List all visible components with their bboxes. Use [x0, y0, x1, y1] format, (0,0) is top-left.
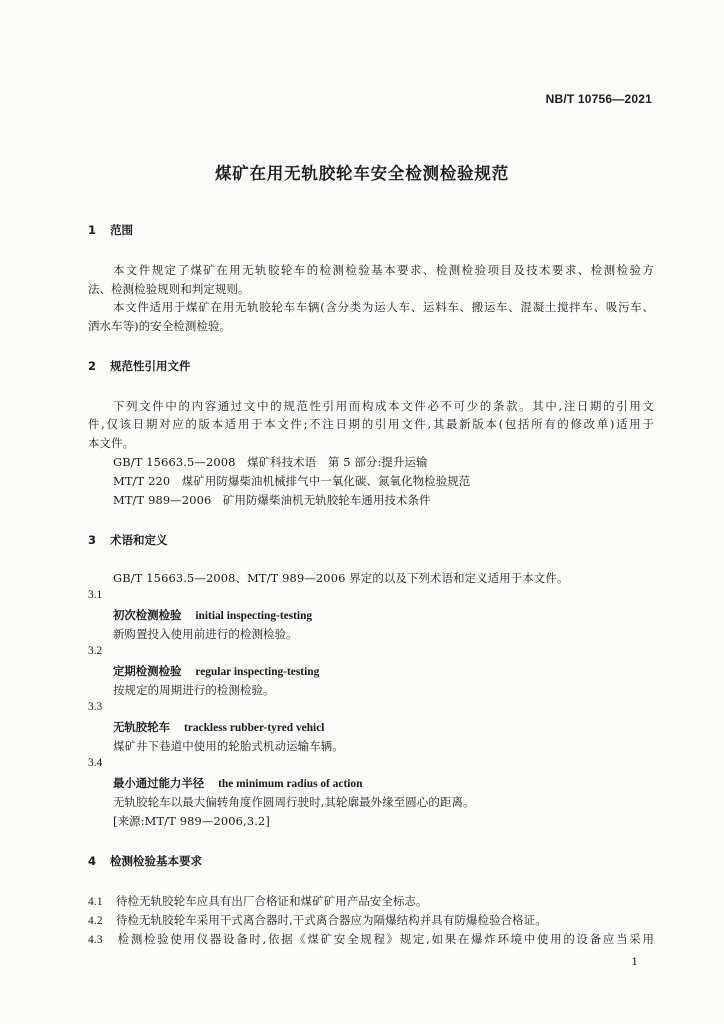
requirement-number: 4.1 — [88, 896, 103, 908]
term-definition: 煤矿井下巷道中使用的轮胎式机动运输车辆。 — [113, 739, 344, 753]
standard-code: NB/T 10756—2021 — [545, 92, 652, 106]
term-zh: 定期检测检验 — [113, 664, 182, 678]
term-source: [来源:MT/T 989—2006,3.2] — [113, 814, 270, 828]
section-title: 检测检验基本要求 — [110, 854, 202, 868]
page-number: 1 — [631, 956, 638, 968]
section-title: 术语和定义 — [110, 533, 168, 547]
scope-paragraph-2-line-2: 洒水车等)的安全检测检验。 — [88, 319, 232, 333]
requirement-item — [88, 931, 654, 947]
section-3-heading — [88, 532, 168, 548]
refs-paragraph-line-1: 下列文件中的内容通过文中的规范性引用而构成本文件必不可少的条款。其中,注日期的引用文 — [113, 399, 654, 413]
scope-paragraph-1-line-1: 本文件规定了煤矿在用无轨胶轮车的检测检验基本要求、检测检验项目及技术要求、检测检验方 — [113, 263, 654, 277]
requirement-number: 4.2 — [88, 915, 103, 927]
section-number: 1 — [88, 223, 97, 237]
requirement-number: 4.3 — [88, 934, 103, 946]
reference-item: GB/T 15663.5—2008 煤矿科技术语 第 5 部分:提升运输 — [113, 455, 428, 469]
reference-item: MT/T 989—2006 矿用防爆柴油机无轨胶轮车通用技术条件 — [113, 493, 431, 507]
requirement-item — [88, 893, 428, 909]
term-en: the minimum radius of action — [218, 778, 363, 790]
term-title — [113, 719, 324, 735]
term-title — [113, 775, 362, 791]
section-1-heading — [88, 222, 133, 238]
requirement-item — [88, 912, 547, 928]
term-number: 3.4 — [88, 757, 103, 769]
section-title: 范围 — [110, 223, 133, 237]
document-title: 煤矿在用无轨胶轮车安全检测检验规范 — [214, 164, 510, 183]
term-en: trackless rubber-tyred vehicl — [183, 722, 325, 734]
term-definition: 按规定的周期进行的检测检验。 — [113, 683, 275, 697]
terms-intro: GB/T 15663.5—2008、MT/T 989—2006 界定的以及下列术语和定义适用于本文件。 — [113, 571, 569, 585]
term-en: regular inspecting-testing — [195, 666, 320, 678]
term-number: 3.3 — [88, 701, 103, 713]
term-title — [113, 663, 319, 679]
section-number: 3 — [88, 533, 97, 547]
requirement-text: 待检无轨胶轮车采用干式离合器时,干式离合器应为隔爆结构并具有防爆检验合格证。 — [116, 913, 547, 927]
requirement-text: 检测检验使用仪器设备时,依据《煤矿安全规程》规定,如果在爆炸环境中使用的设备应当采用 — [116, 932, 654, 946]
section-2-heading — [88, 358, 191, 374]
section-4-heading — [88, 853, 202, 869]
term-title — [113, 607, 312, 623]
term-zh: 初次检测检验 — [113, 608, 182, 622]
scope-paragraph-1-line-2: 法、检测检验规则和判定规则。 — [88, 282, 250, 296]
scope-paragraph-2-line-1: 本文件适用于煤矿在用无轨胶轮车车辆(含分类为运人车、运料车、搬运车、混凝土搅拌车、吸污车、 — [113, 300, 654, 314]
refs-paragraph-line-2: 件,仅该日期对应的版本适用于本文件;不注日期的引用文件,其最新版本(包括所有的修改单)适用于 — [88, 417, 654, 431]
section-number: 4 — [88, 854, 97, 868]
term-number: 3.2 — [88, 645, 103, 657]
requirement-text: 待检无轨胶轮车应具有出厂合格证和煤矿矿用产品安全标志。 — [116, 894, 428, 908]
section-number: 2 — [88, 359, 97, 373]
term-number: 3.1 — [88, 589, 103, 601]
term-zh: 无轨胶轮车 — [113, 720, 170, 734]
term-definition: 新购置投入使用前进行的检测检验。 — [113, 627, 298, 641]
term-definition: 无轨胶轮车以最大偏转角度作圆周行驶时,其轮廓最外缘至圆心的距离。 — [113, 795, 475, 809]
refs-paragraph-line-3: 本文件。 — [88, 436, 135, 450]
reference-item: MT/T 220 煤矿用防爆柴油机械排气中一氧化碳、氮氧化物检验规范 — [113, 474, 471, 488]
term-en: initial inspecting-testing — [195, 610, 313, 622]
section-title: 规范性引用文件 — [110, 359, 191, 373]
term-zh: 最小通过能力半径 — [113, 776, 205, 790]
